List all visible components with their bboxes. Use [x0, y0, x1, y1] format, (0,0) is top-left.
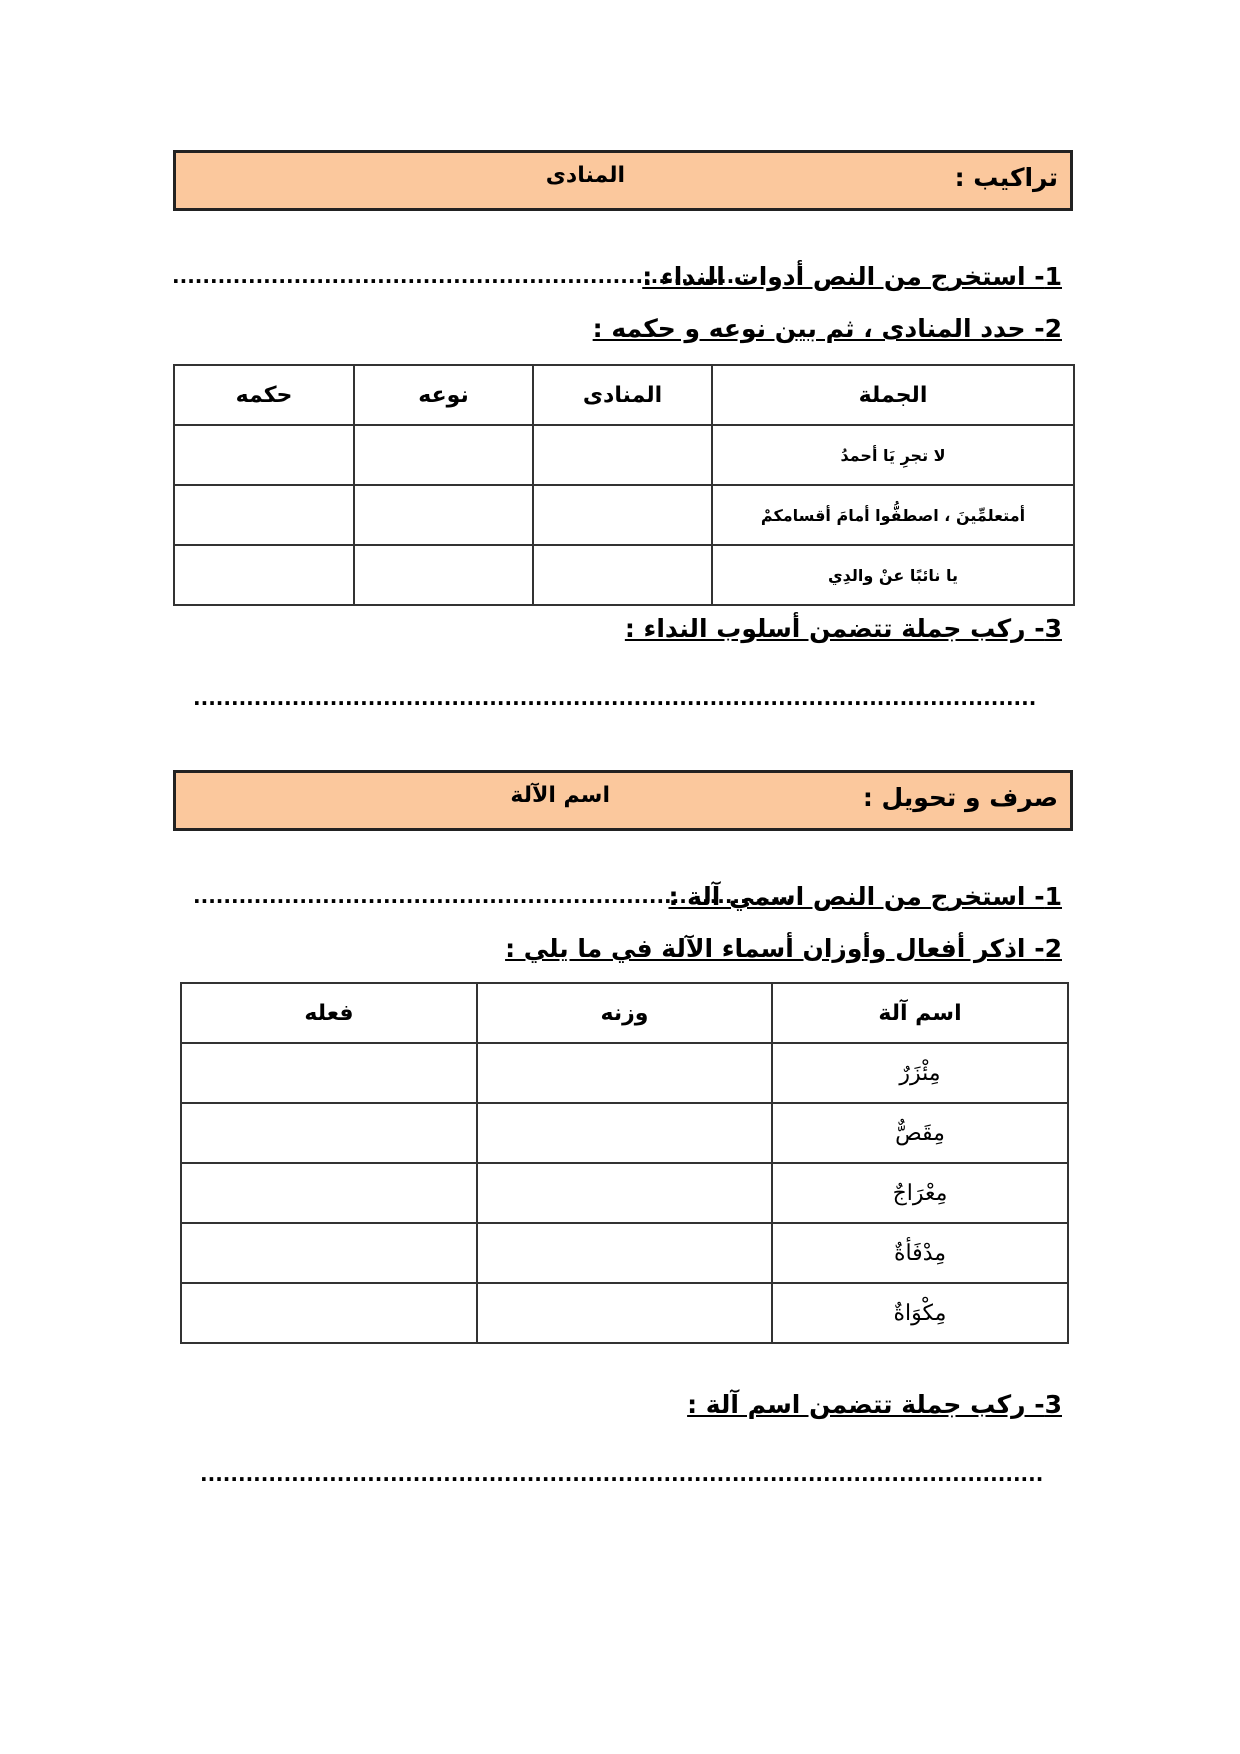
header-munada: المنادى: [533, 365, 712, 425]
table-header-row: [174, 365, 1074, 425]
answer-cell[interactable]: [181, 1103, 477, 1163]
table-header-row: [181, 983, 1068, 1043]
answer-cell[interactable]: [354, 425, 533, 485]
noun-cell: مِكْوَاةٌ: [772, 1283, 1068, 1343]
question-3: [687, 1390, 1062, 1419]
table-row: [181, 1223, 1068, 1283]
answer-cell[interactable]: [181, 1163, 477, 1223]
sentence-cell: أمتعلمِّينَ ، اصطفُّوا أمامَ أقسامكمْ: [712, 485, 1074, 545]
header-type: نوعه: [354, 365, 533, 425]
answer-dots[interactable]: ...............................................................................................................: [200, 1462, 1044, 1486]
section-topic: المنادى: [545, 163, 625, 188]
question-text: 2- حدد المنادى ، ثم بين نوعه و حكمه :: [592, 314, 1062, 343]
question-text: 2- اذكر أفعال وأوزان أسماء الآلة في ما يلي :: [505, 934, 1062, 963]
noun-cell: مِعْرَاجٌ: [772, 1163, 1068, 1223]
table-row: [181, 1283, 1068, 1343]
answer-dots[interactable]: ...............................................................................: [193, 884, 794, 908]
answer-dots[interactable]: .............................................................................: [172, 264, 758, 288]
noun-cell: مِقَصٌّ: [772, 1103, 1068, 1163]
table-row: [174, 485, 1074, 545]
question-text: 3- ركب جملة تتضمن اسم آلة :: [687, 1390, 1062, 1419]
answer-cell[interactable]: [181, 1283, 477, 1343]
header-instrument-noun: اسم آلة: [772, 983, 1068, 1043]
answer-cell[interactable]: [533, 545, 712, 605]
question-text: 1- استخرج من النص أدوات النداء :: [642, 262, 1062, 291]
answer-cell[interactable]: [477, 1283, 772, 1343]
question-2: [593, 314, 1062, 343]
section-banner-sarf: [173, 770, 1073, 831]
answer-dots[interactable]: ...............................................................................................................: [193, 686, 1037, 710]
answer-cell[interactable]: [174, 425, 354, 485]
table-row: [181, 1163, 1068, 1223]
table-row: [174, 425, 1074, 485]
answer-cell[interactable]: [354, 545, 533, 605]
answer-cell[interactable]: [533, 485, 712, 545]
question-3: [625, 614, 1062, 643]
header-sentence: الجملة: [712, 365, 1074, 425]
question-text: 1- استخرج من النص اسمي آلة :: [668, 882, 1062, 911]
noun-cell: مِئْزَرٌ: [772, 1043, 1068, 1103]
table-row: [181, 1043, 1068, 1103]
answer-cell[interactable]: [477, 1043, 772, 1103]
answer-cell[interactable]: [174, 485, 354, 545]
answer-cell[interactable]: [174, 545, 354, 605]
instrument-noun-table: [180, 982, 1069, 1344]
answer-cell[interactable]: [477, 1163, 772, 1223]
section-label: صرف و تحويل :: [862, 783, 1058, 812]
answer-cell[interactable]: [181, 1043, 477, 1103]
vocative-table: [173, 364, 1075, 606]
section-topic: اسم الآلة: [510, 783, 610, 808]
answer-cell[interactable]: [533, 425, 712, 485]
question-2: [505, 934, 1062, 963]
header-verb: فعله: [181, 983, 477, 1043]
answer-cell[interactable]: [477, 1223, 772, 1283]
sentence-cell: يا نائبًا عنْ والدِي: [712, 545, 1074, 605]
header-pattern: وزنه: [477, 983, 772, 1043]
noun-cell: مِدْفَأةٌ: [772, 1223, 1068, 1283]
answer-cell[interactable]: [354, 485, 533, 545]
answer-cell[interactable]: [181, 1223, 477, 1283]
table-row: [181, 1103, 1068, 1163]
table-row: [174, 545, 1074, 605]
header-ruling: حكمه: [174, 365, 354, 425]
section-banner-tarakib: [173, 150, 1073, 211]
section-label: تراكيب :: [954, 163, 1058, 192]
question-text: 3- ركب جملة تتضمن أسلوب النداء :: [624, 614, 1062, 643]
sentence-cell: لا تجرِ يَا أحمدُ: [712, 425, 1074, 485]
answer-cell[interactable]: [477, 1103, 772, 1163]
